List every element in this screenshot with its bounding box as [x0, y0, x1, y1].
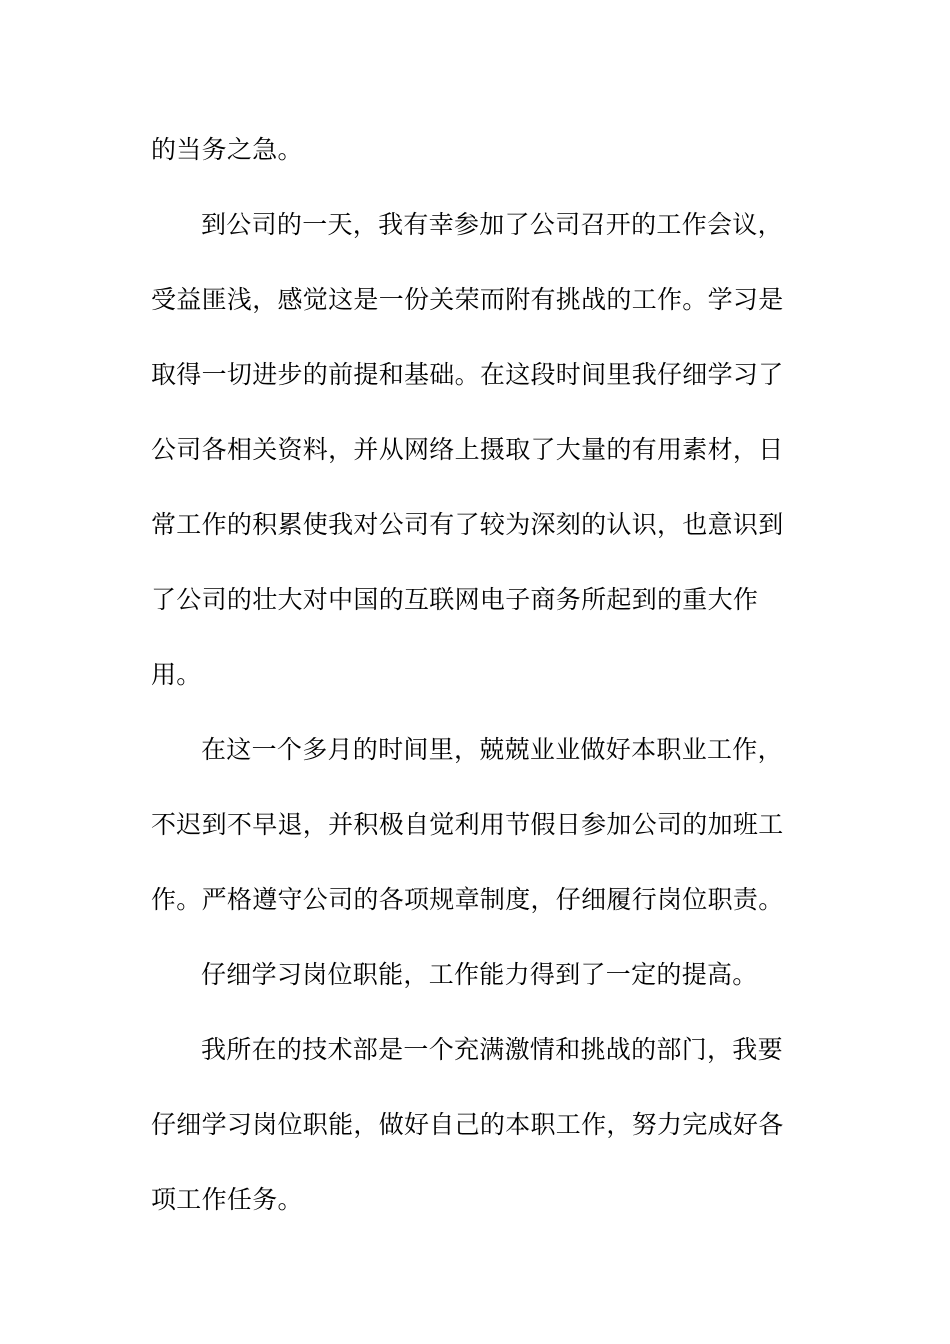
paragraph-first-line: 在这一个多月的时间里，兢兢业业做好本职业工作， — [201, 735, 783, 764]
text-line: 取得一切进步的前提和基础。在这段时间里我仔细学习了 — [151, 360, 784, 389]
text-line: 常工作的积累使我对公司有了较为深刻的认识，也意识到 — [151, 510, 784, 539]
text-line: 不迟到不早退，并积极自觉利用节假日参加公司的加班工 — [151, 810, 784, 839]
text-line: 项工作任务。 — [151, 1185, 303, 1214]
text-line: 受益匪浅，感觉这是一份关荣而附有挑战的工作。学习是 — [151, 285, 784, 314]
paragraph-first-line: 到公司的一天，我有幸参加了公司召开的工作会议， — [201, 210, 783, 239]
text-line: 仔细学习岗位职能，做好自己的本职工作，努力完成好各 — [151, 1110, 784, 1139]
paragraph-first-line: 我所在的技术部是一个充满激情和挑战的部门，我要 — [201, 1035, 783, 1064]
text-line: 用。 — [151, 660, 202, 689]
text-line: 公司各相关资料，并从网络上摄取了大量的有用素材，日 — [151, 435, 784, 464]
text-line: 了公司的壮大对中国的互联网电子商务所起到的重大作 — [151, 585, 759, 614]
paragraph-first-line: 仔细学习岗位职能，工作能力得到了一定的提高。 — [201, 960, 758, 989]
text-line: 作。严格遵守公司的各项规章制度，仔细履行岗位职责。 — [151, 885, 784, 914]
text-line: 的当务之急。 — [151, 135, 303, 164]
